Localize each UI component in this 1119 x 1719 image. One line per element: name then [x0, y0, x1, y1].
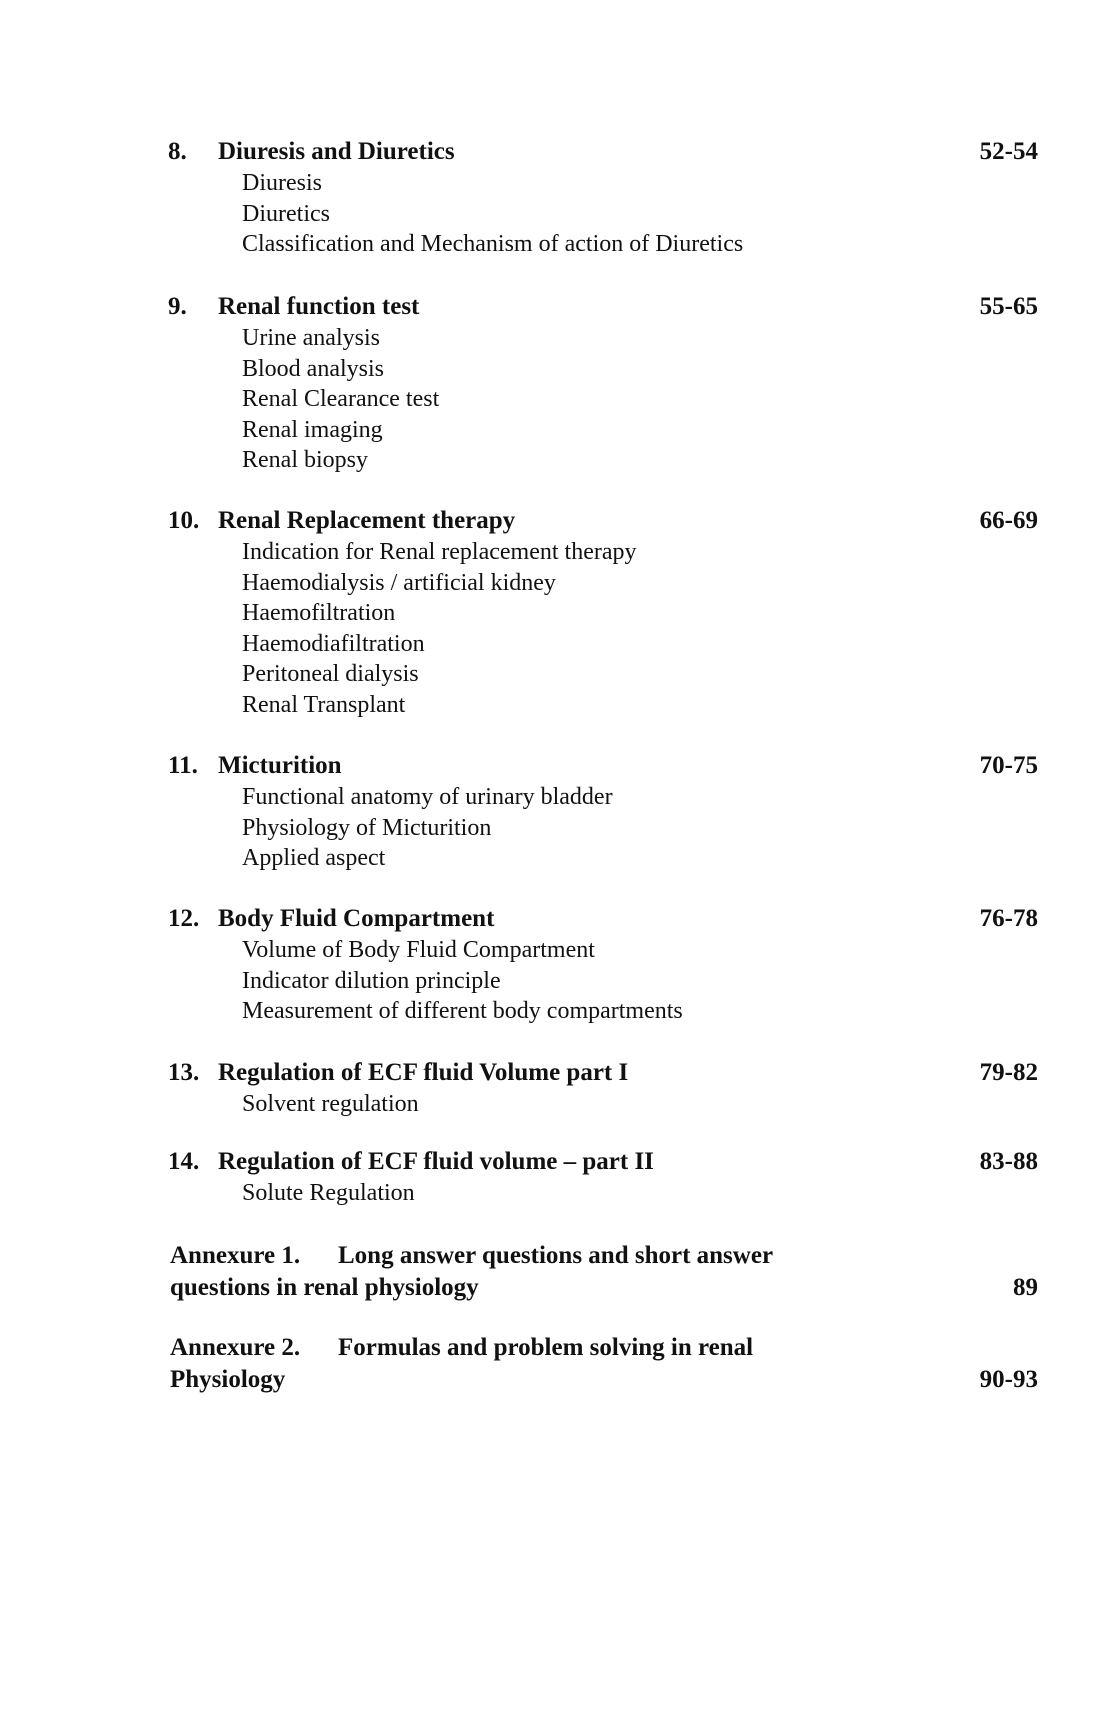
annexure-label: Annexure 2.	[170, 1334, 301, 1361]
annexure-line-1	[170, 1332, 1038, 1364]
entry-page-range: 66-69	[979, 507, 1038, 534]
entry-page-range: 52-54	[979, 138, 1038, 165]
subitem: Indication for Renal replacement therapy	[242, 539, 637, 565]
toc-entry-9	[168, 291, 1038, 476]
subitem: Blood analysis	[242, 355, 384, 382]
entry-number: 8.	[168, 138, 187, 165]
annexure-line-1	[170, 1240, 1038, 1272]
entry-page-range: 79-82	[979, 1059, 1038, 1086]
subitem: Renal biopsy	[242, 447, 368, 473]
entry-page-range: 76-78	[979, 905, 1038, 932]
subitem: Diuresis	[242, 170, 322, 196]
toc-entry-14	[168, 1146, 1038, 1209]
subitem-list	[168, 782, 1038, 874]
entry-number: 14.	[168, 1148, 200, 1175]
entry-title: Micturition	[218, 752, 342, 779]
subitem: Solute Regulation	[242, 1180, 415, 1206]
subitem-list	[168, 1178, 1038, 1209]
annexure-page-range: 89	[1013, 1274, 1038, 1301]
subitem: Volume of Body Fluid Compartment	[242, 937, 595, 963]
annexure-title: Long answer questions and short answer	[338, 1242, 774, 1269]
toc-entry-heading	[168, 505, 1038, 537]
toc-entry-heading	[168, 750, 1038, 782]
subitem: Haemodialysis / artificial kidney	[242, 569, 556, 596]
entry-page-range: 83-88	[979, 1148, 1038, 1175]
subitem: Renal imaging	[242, 416, 383, 443]
subitem: Solvent regulation	[242, 1091, 419, 1117]
subitem: Applied aspect	[242, 845, 386, 871]
subitem: Urine analysis	[242, 325, 380, 351]
entry-number: 12.	[168, 905, 200, 932]
subitem: Functional anatomy of urinary bladder	[242, 784, 613, 810]
toc-entry-heading	[168, 291, 1038, 323]
toc-entry-10	[168, 505, 1038, 720]
toc-entry-heading	[168, 136, 1038, 168]
annexure-label: Annexure 1.	[170, 1242, 301, 1269]
subitem-list	[168, 323, 1038, 476]
entry-number: 10.	[168, 507, 200, 534]
entry-page-range: 55-65	[979, 293, 1038, 320]
subitem: Haemodiafiltration	[242, 630, 425, 657]
annexure-line-2: Physiology	[170, 1366, 286, 1393]
annexure-line-2: questions in renal physiology	[170, 1274, 479, 1301]
entry-number: 13.	[168, 1059, 200, 1086]
subitem: Peritoneal dialysis	[242, 661, 419, 687]
subitem: Haemofiltration	[242, 600, 396, 626]
subitem-list	[168, 935, 1038, 1027]
toc-annexure-1	[170, 1240, 1038, 1304]
subitem: Physiology of Micturition	[242, 814, 492, 841]
entry-title: Body Fluid Compartment	[218, 905, 495, 932]
entry-page-range: 70-75	[979, 752, 1038, 779]
entry-title: Renal function test	[218, 293, 420, 320]
toc-entry-8	[168, 136, 1038, 260]
subitem: Renal Clearance test	[242, 386, 440, 412]
entry-title: Diuresis and Diuretics	[218, 138, 455, 165]
entry-number: 11.	[168, 752, 198, 779]
toc-entry-heading	[168, 903, 1038, 935]
annexure-page-range: 90-93	[979, 1366, 1038, 1393]
subitem-list	[168, 1089, 1038, 1120]
subitem-list	[168, 168, 1038, 260]
subitem: Diuretics	[242, 200, 330, 227]
subitem: Renal Transplant	[242, 691, 406, 718]
subitem: Classification and Mechanism of action of Diuretics	[242, 231, 744, 257]
annexure-title: Formulas and problem solving in renal	[338, 1334, 754, 1361]
entry-title: Regulation of ECF fluid volume – part II	[218, 1148, 654, 1175]
entry-title: Renal Replacement therapy	[218, 507, 516, 534]
subitem: Indicator dilution principle	[242, 967, 501, 994]
toc-entry-12	[168, 903, 1038, 1027]
subitem-list	[168, 537, 1038, 720]
toc-annexure-2	[170, 1332, 1038, 1396]
toc-entry-heading	[168, 1146, 1038, 1178]
entry-title: Regulation of ECF fluid Volume part I	[218, 1059, 629, 1086]
toc-entry-heading	[168, 1057, 1038, 1089]
toc-entry-13	[168, 1057, 1038, 1120]
entry-number: 9.	[168, 293, 187, 320]
toc-entry-11	[168, 750, 1038, 874]
subitem: Measurement of different body compartments	[242, 998, 683, 1024]
